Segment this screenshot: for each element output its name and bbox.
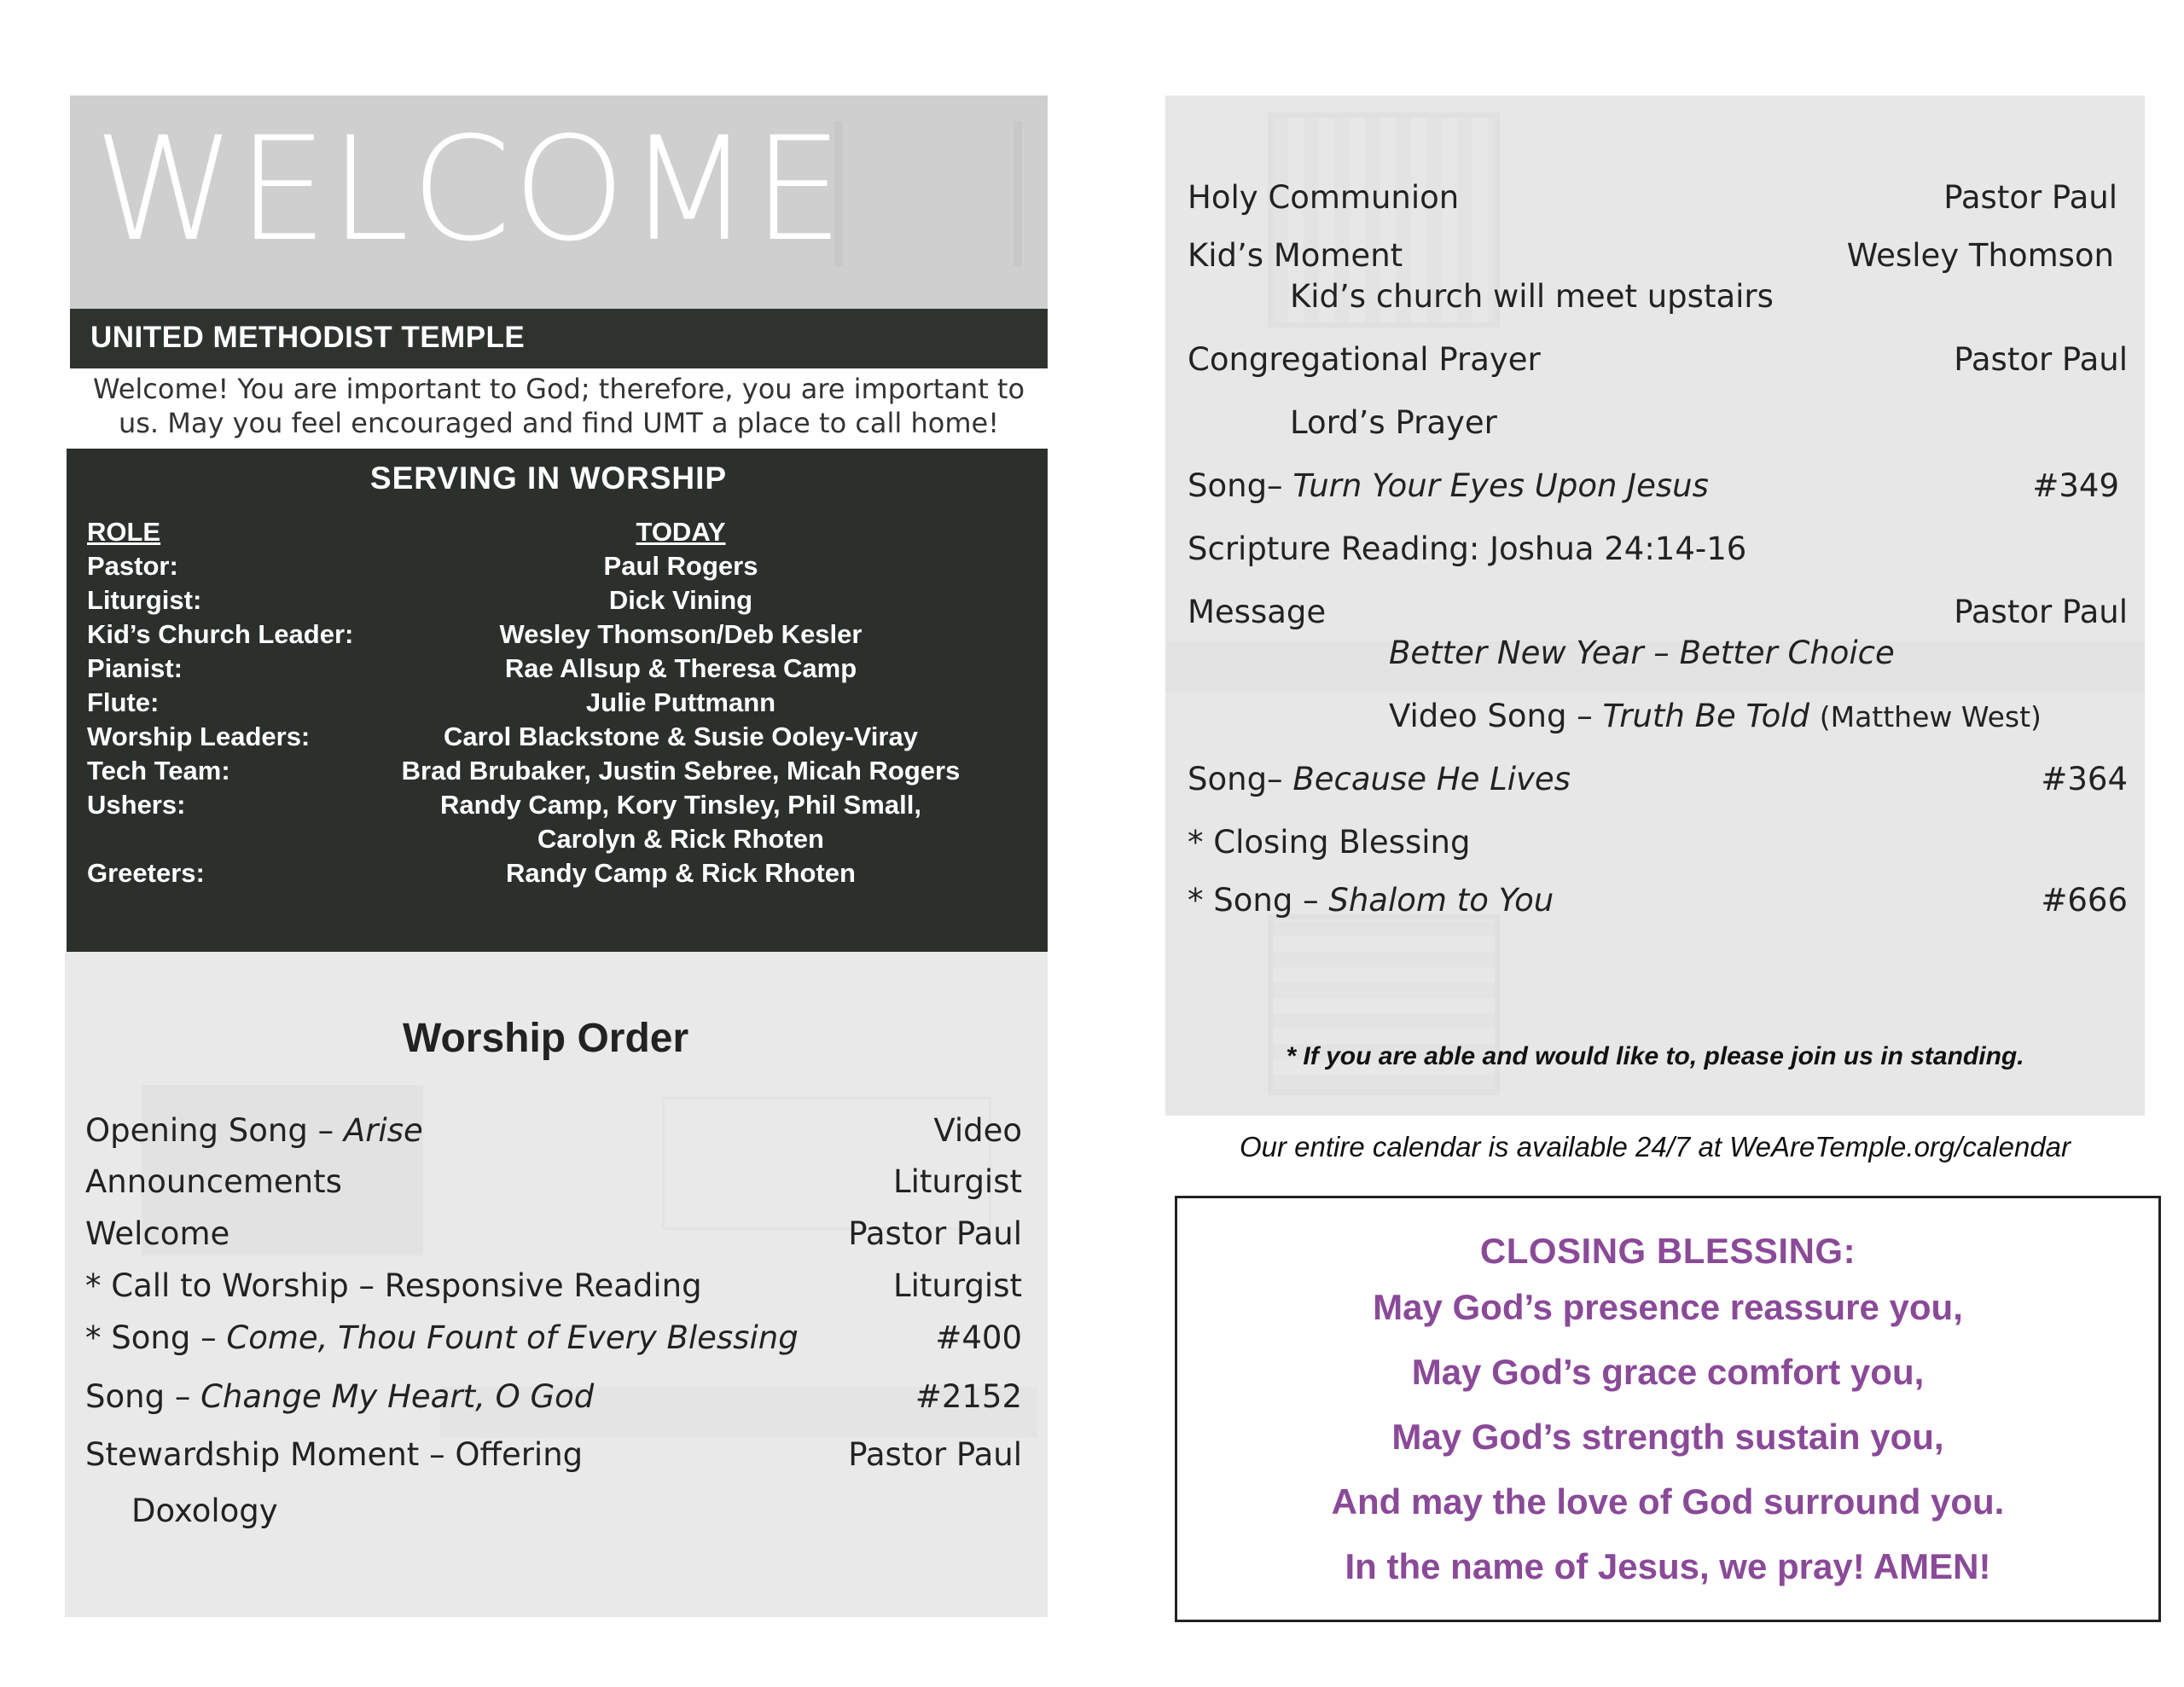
order-item bbox=[85, 1319, 1022, 1356]
order-item-label: Announcements bbox=[85, 1163, 342, 1200]
order-item-title: Come, Thou Fount of Every Blessing bbox=[226, 1319, 799, 1356]
order-item-title: Turn Your Eyes Upon Jesus bbox=[1292, 467, 1709, 504]
order-item-dash: – bbox=[317, 1112, 334, 1149]
role-label: Greeters: bbox=[87, 858, 205, 888]
role-header: ROLE bbox=[87, 517, 161, 547]
order-item-label: Song– bbox=[1188, 467, 1283, 504]
today-name: Wesley Thomson/Deb Kesler bbox=[499, 619, 863, 649]
today-header: TODAY bbox=[636, 517, 726, 547]
order-item bbox=[85, 1378, 1022, 1415]
order-item-label: Opening Song bbox=[85, 1112, 308, 1149]
role-label: Kid’s Church Leader: bbox=[87, 619, 354, 649]
video-song bbox=[1389, 698, 2042, 734]
order-item-number: #349 bbox=[2032, 467, 2119, 504]
blessing-line: And may the love of God surround you. bbox=[1331, 1481, 2005, 1522]
today-name: Carol Blackstone & Susie Ooley-Viray bbox=[444, 722, 918, 751]
role-column bbox=[87, 515, 353, 890]
order-item bbox=[85, 1267, 1022, 1304]
order-item-leader: Pastor Paul bbox=[1943, 179, 2117, 216]
order-item-leader: Liturgist bbox=[893, 1267, 1022, 1304]
blessing-line: May God’s presence reassure you, bbox=[1373, 1287, 1963, 1327]
role-label: Pastor: bbox=[87, 551, 178, 581]
order-item-title: Because He Lives bbox=[1292, 761, 1571, 797]
order-item bbox=[1188, 179, 2128, 216]
order-item-label: Congregational Prayer bbox=[1188, 341, 1541, 378]
kids-church-note: Kid’s church will meet upstairs bbox=[1290, 278, 1774, 315]
order-item-label: Message bbox=[1188, 594, 1327, 630]
order-item-number: #364 bbox=[2041, 761, 2128, 797]
welcome-title: WELCOME bbox=[94, 106, 845, 273]
order-item bbox=[1188, 341, 2128, 378]
church-name: UNITED METHODIST TEMPLE bbox=[90, 321, 526, 354]
today-name: Brad Brubaker, Justin Sebree, Micah Rogers bbox=[401, 756, 961, 786]
role-label: Liturgist: bbox=[87, 585, 202, 615]
order-item-leader: Video bbox=[933, 1112, 1022, 1149]
today-name: Randy Camp, Kory Tinsley, Phil Small, bbox=[440, 790, 921, 820]
lords-prayer: Lord’s Prayer bbox=[1290, 404, 1497, 441]
order-item bbox=[1188, 824, 2128, 861]
blessing-line: In the name of Jesus, we pray! AMEN! bbox=[1345, 1546, 1991, 1586]
role-label bbox=[87, 822, 353, 856]
order-item-label: * Closing Blessing bbox=[1188, 824, 1471, 861]
role-label: Flute: bbox=[87, 687, 160, 717]
video-song-label: Video Song – bbox=[1389, 698, 1593, 734]
welcome-message-line: Welcome! You are important to God; therefore, you are important to bbox=[92, 373, 1025, 405]
message-title-text: Better New Year – Better Choice bbox=[1389, 635, 1895, 671]
welcome-message-line: us. May you feel encouraged and find UMT a place to call home! bbox=[118, 407, 1000, 439]
role-label: Pianist: bbox=[87, 653, 183, 683]
welcome-message bbox=[70, 372, 1048, 440]
order-item bbox=[85, 1163, 1022, 1200]
serving-heading: SERVING IN WORSHIP bbox=[369, 461, 728, 496]
order-item-leader: Liturgist bbox=[893, 1163, 1022, 1200]
blessing-line: May God’s grace comfort you, bbox=[1411, 1352, 1925, 1392]
order-item-label: Song– bbox=[1188, 761, 1283, 797]
order-item-title: Change My Heart, O God bbox=[200, 1378, 595, 1415]
role-label: Ushers: bbox=[87, 790, 186, 820]
order-item-label: Song bbox=[85, 1378, 166, 1415]
order-continued-section bbox=[1165, 96, 2145, 1116]
today-name: Paul Rogers bbox=[603, 551, 758, 581]
background-watermark bbox=[834, 121, 1022, 266]
video-song-artist: (Matthew West) bbox=[1819, 700, 2042, 733]
order-item-dash: – bbox=[200, 1319, 217, 1356]
today-name: Randy Camp & Rick Rhoten bbox=[506, 858, 856, 888]
order-subitem bbox=[131, 1493, 278, 1529]
role-label: Tech Team: bbox=[87, 756, 230, 786]
standing-note: * If you are able and would like to, please join us in standing. bbox=[1286, 1042, 2024, 1070]
order-item-label: * Song – bbox=[1188, 882, 1319, 919]
order-item-label: Welcome bbox=[85, 1215, 230, 1252]
blessing-line: May God’s strength sustain you, bbox=[1391, 1417, 1944, 1457]
order-item bbox=[85, 1112, 1022, 1149]
video-song-title: Truth Be Told bbox=[1602, 698, 1809, 734]
today-name: Rae Allsup & Theresa Camp bbox=[504, 653, 857, 683]
order-item bbox=[1188, 761, 2128, 797]
order-item bbox=[1188, 594, 2128, 630]
order-item-label: * Song bbox=[85, 1319, 191, 1356]
order-item-title: Shalom to You bbox=[1328, 882, 1554, 919]
order-item bbox=[1188, 467, 2128, 504]
order-item-leader: Pastor Paul bbox=[1954, 341, 2128, 378]
calendar-note: Our entire calendar is available 24/7 at WeAreTemple.org/calendar bbox=[1239, 1131, 2071, 1162]
order-item-label: Kid’s Moment bbox=[1188, 237, 1403, 274]
welcome-banner bbox=[70, 96, 1048, 309]
order-item-dash: – bbox=[174, 1378, 191, 1415]
order-item-label: Holy Communion bbox=[1188, 179, 1460, 216]
order-item-title: Arise bbox=[343, 1112, 423, 1149]
today-column bbox=[322, 515, 1039, 890]
order-item bbox=[1188, 882, 2128, 919]
blessing-lines bbox=[1177, 1275, 2158, 1599]
order-item bbox=[85, 1215, 1022, 1252]
closing-blessing-box bbox=[1175, 1196, 2161, 1622]
role-label: Worship Leaders: bbox=[87, 722, 311, 751]
order-item-number: #666 bbox=[2041, 882, 2128, 919]
order-item bbox=[85, 1436, 1022, 1473]
order-item-leader: Wesley Thomson bbox=[1846, 237, 2114, 274]
order-item bbox=[1188, 237, 2128, 274]
order-item-number: #400 bbox=[935, 1319, 1022, 1356]
blessing-title: CLOSING BLESSING: bbox=[1479, 1231, 1856, 1271]
doxology-label: Doxology bbox=[131, 1493, 278, 1529]
order-item-label: Scripture Reading: Joshua 24:14-16 bbox=[1188, 530, 1747, 567]
today-name: Julie Puttmann bbox=[585, 687, 776, 717]
serving-in-worship-box bbox=[67, 449, 1048, 952]
order-item-leader: Pastor Paul bbox=[1954, 594, 2128, 630]
church-name-bar bbox=[70, 309, 1048, 368]
worship-order-heading: Worship Order bbox=[403, 1016, 689, 1061]
order-item-number: #2152 bbox=[915, 1378, 1022, 1415]
order-item-leader: Pastor Paul bbox=[848, 1215, 1022, 1252]
message-title bbox=[1389, 635, 1895, 671]
today-name: Dick Vining bbox=[608, 585, 753, 615]
order-item-label: Stewardship Moment – Offering bbox=[85, 1436, 584, 1473]
order-item-leader: Pastor Paul bbox=[848, 1436, 1022, 1473]
order-item-label: * Call to Worship – Responsive Reading bbox=[85, 1267, 702, 1304]
today-name: Carolyn & Rick Rhoten bbox=[537, 824, 824, 854]
order-item bbox=[1188, 530, 2128, 567]
worship-order-section bbox=[65, 952, 1048, 1617]
